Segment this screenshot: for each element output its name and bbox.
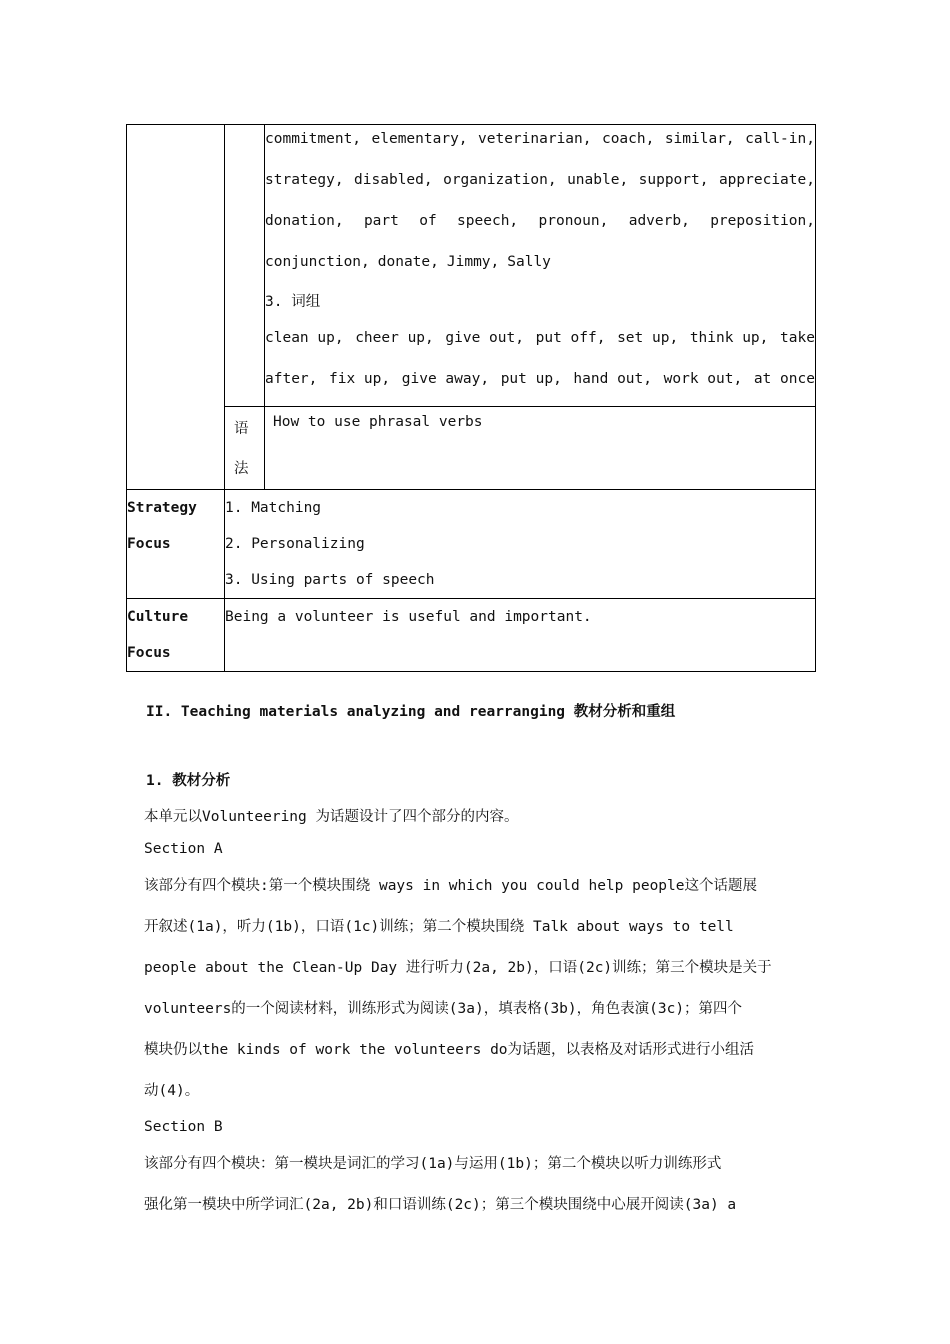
phrases-heading: 3. 词组 (265, 294, 321, 310)
vocab-word: conjunction, (265, 254, 370, 270)
vocab-word: strategy, (265, 172, 344, 188)
culture-label-cell (127, 599, 225, 672)
phrase: after, (265, 371, 318, 387)
strategy-item: 1. Matching (225, 500, 322, 516)
phrase: clean up, (265, 330, 344, 346)
section-b-line: 该部分有四个模块：第一模块是词汇的学习(1a)与运用(1b)；第二个模块以听力训练形式 (144, 1156, 722, 1172)
culture-text-cell (225, 599, 816, 672)
strategy-label-line: Focus (127, 536, 171, 552)
culture-label-line: Focus (127, 645, 171, 661)
vocab-word: appreciate, (718, 172, 815, 188)
culture-row (127, 599, 816, 672)
strategy-items-cell (225, 490, 816, 599)
vocab-word: preposition, (710, 213, 815, 229)
empty-label-cell (127, 125, 225, 490)
vocab-word: similar, (664, 131, 735, 147)
vocab-word: speech, (457, 213, 519, 229)
vocab-word: commitment, (265, 131, 362, 147)
lesson-plan-table (126, 124, 816, 672)
vocab-word: pronoun, (538, 213, 609, 229)
subheading-analysis: 1. 教材分析 (146, 773, 231, 789)
vocab-line-1 (265, 125, 815, 166)
phrase: set up, (617, 330, 679, 346)
vocab-word: part (363, 213, 399, 229)
phrase: take (780, 330, 815, 346)
section-a-title: Section A (144, 841, 223, 857)
section-a-line: 该部分有四个模块:第一个模块围绕 ways in which you could help people这个话题展 (144, 878, 757, 894)
phrase: hand out, (573, 371, 652, 387)
grammar-label-char: 语 (234, 421, 249, 437)
intro-paragraph: 本单元以Volunteering 为话题设计了四个部分的内容。 (144, 809, 519, 825)
phrase: fix up, (329, 371, 391, 387)
grammar-label-cell (225, 407, 265, 490)
strategy-label-line: Strategy (127, 500, 197, 516)
grammar-text: How to use phrasal verbs (273, 414, 483, 430)
vocab-word: coach, (601, 131, 655, 147)
section-b-line: 强化第一模块中所学词汇(2a, 2b)和口语训练(2c)；第三个模块围绕中心展开阅读(3a) a (144, 1197, 737, 1213)
phrase: give out, (445, 330, 524, 346)
grammar-label-char: 法 (234, 461, 249, 477)
phrase: think up, (689, 330, 769, 346)
strategy-item: 3. Using parts of speech (225, 572, 435, 588)
section-a-line: 开叙述(1a)，听力(1b)，口语(1c)训练；第二个模块围绕 Talk about ways to tell (144, 919, 734, 935)
culture-label-line: Culture (127, 609, 189, 625)
vocab-line-2 (265, 166, 815, 207)
section-a-line: 模块仍以the kinds of work the volunteers do为话题，以表格及对话形式进行小组活 (144, 1042, 755, 1058)
vocab-word: of (419, 213, 437, 229)
section-b-body (144, 1144, 808, 1226)
vocab-word: Sally (507, 254, 551, 270)
section-a-line: 动(4)。 (144, 1083, 200, 1099)
empty-sub-label-cell (225, 125, 265, 407)
phrase: at once (753, 371, 815, 387)
vocab-word: Jimmy, (446, 254, 500, 270)
vocab-word: unable, (567, 172, 629, 188)
phrases-line-1 (265, 324, 815, 365)
vocab-word: disabled, (354, 172, 433, 188)
phrase: cheer up, (355, 330, 434, 346)
strategy-row (127, 490, 816, 599)
section-b-title: Section B (144, 1119, 223, 1135)
vocab-line-4 (265, 248, 815, 289)
vocabulary-cell (265, 125, 816, 407)
vocab-word: elementary, (371, 131, 468, 147)
phrases-line-2 (265, 365, 815, 406)
grammar-cell (265, 407, 816, 490)
section-a-line: people about the Clean-Up Day 进行听力(2a, 2b)，口语(2c)训练；第三个模块是关于 (144, 960, 772, 976)
section-a-line: volunteers的一个阅读材料，训练形式为阅读(3a)，填表格(3b)，角色表演(3c)；第四个 (144, 1001, 743, 1017)
grammar-row (127, 407, 816, 490)
vocab-line-3 (265, 207, 815, 248)
section-heading: II. Teaching materials analyzing and rearranging 教材分析和重组 (146, 704, 676, 720)
phrase: give away, (401, 371, 490, 387)
phrase: work out, (663, 371, 743, 387)
vocab-word: veterinarian, (478, 131, 592, 147)
vocab-word: support, (638, 172, 709, 188)
vocab-word: adverb, (628, 213, 690, 229)
vocab-word: call-in, (745, 131, 815, 147)
vocab-word: donate, (377, 254, 439, 270)
strategy-label-cell (127, 490, 225, 599)
vocabulary-row (127, 125, 816, 407)
phrase: put off, (535, 330, 606, 346)
culture-text: Being a volunteer is useful and important. (225, 609, 592, 625)
phrase: put up, (500, 371, 562, 387)
section-a-body (144, 866, 808, 1112)
vocab-word: donation, (265, 213, 344, 229)
vocab-word: organization, (443, 172, 557, 188)
strategy-item: 2. Personalizing (225, 536, 365, 552)
